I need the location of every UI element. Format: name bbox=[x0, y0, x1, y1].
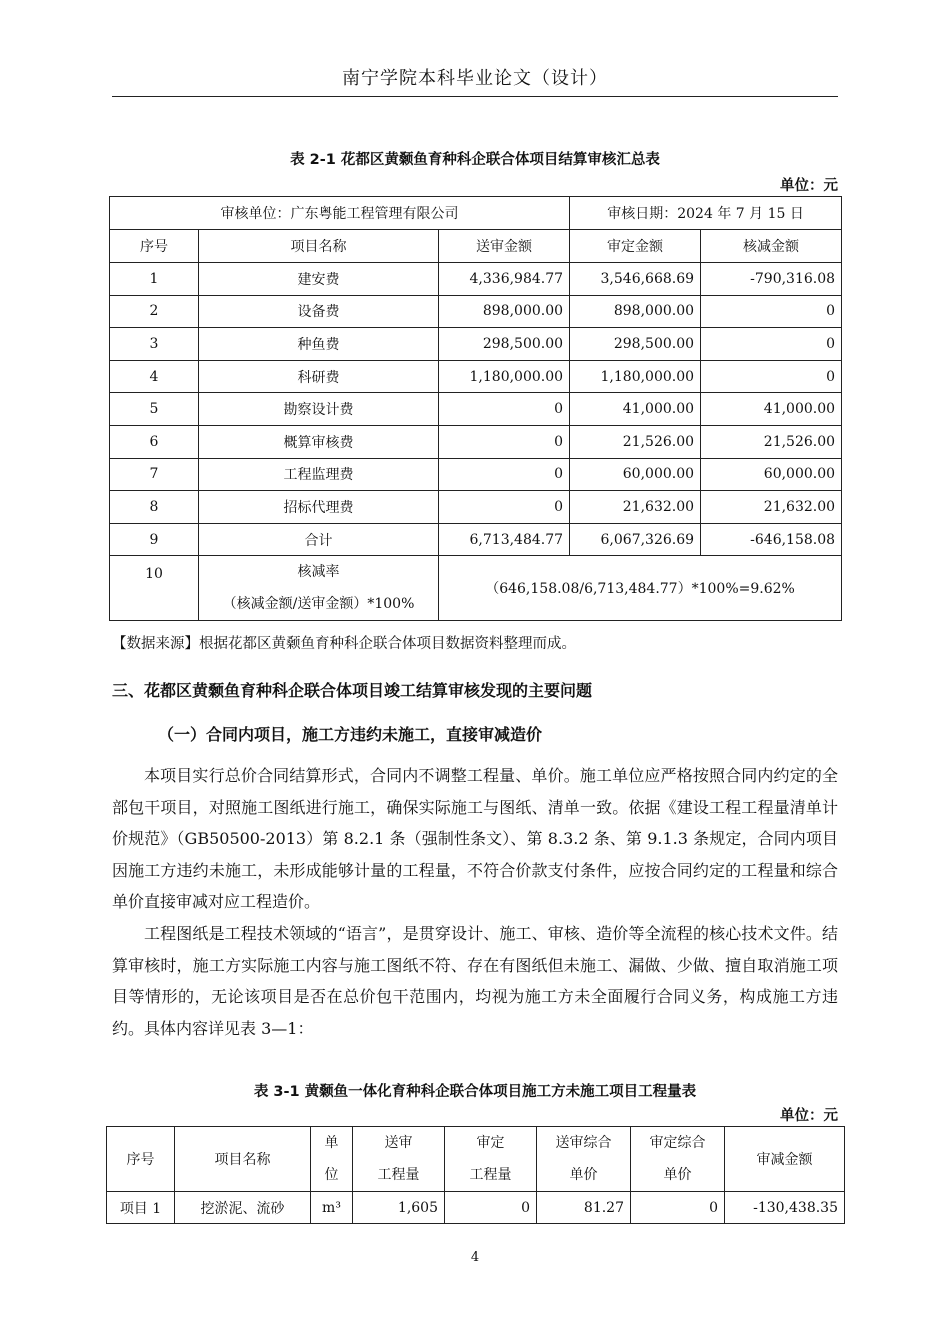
t2-header-unit-top: 单 bbox=[324, 1135, 339, 1151]
page-header: 南宁学院本科毕业论文（设计） bbox=[342, 68, 608, 89]
row-approved: 60,000.00 bbox=[570, 458, 701, 491]
row-submitted: 6,713,484.77 bbox=[439, 523, 570, 556]
t2-header-cut: 审减金额 bbox=[725, 1127, 845, 1192]
row-item-name: 合计 bbox=[199, 523, 439, 556]
row-reduction: 21,632.00 bbox=[701, 491, 842, 524]
row-reduction: 21,526.00 bbox=[701, 425, 842, 458]
t2-header-sub-price bbox=[537, 1127, 631, 1192]
paragraph-2: 工程图纸是工程技术领域的“语言”，是贯穿设计、施工、审核、造价等全流程的核心技术文件。结算审核时，施工方实际施工内容与施工图纸不符、存在有图纸但未施工、漏做、少做、擅自取消施工项目等情形的，无论该项目是否在总价包干范围内，均视为施工方未全面履行合同义务，构成施工方违约。具体内容详见表 3—1： bbox=[112, 924, 838, 1038]
header-reduction-amount: 核减金额 bbox=[701, 230, 842, 263]
t2-header-app-qty-top: 审定 bbox=[476, 1135, 505, 1151]
table-row bbox=[110, 393, 842, 426]
row-submitted: 0 bbox=[439, 458, 570, 491]
table-row bbox=[110, 523, 842, 556]
rate-row-name bbox=[199, 556, 439, 621]
row-submitted: 298,500.00 bbox=[439, 328, 570, 361]
rate-row-no: 10 bbox=[110, 556, 199, 621]
t2-header-sub-qty-top: 送审 bbox=[384, 1135, 413, 1151]
t2-header-sub-qty-bottom: 工程量 bbox=[377, 1167, 420, 1183]
row-submitted: 1,180,000.00 bbox=[439, 360, 570, 393]
row-approved: 898,000.00 bbox=[570, 295, 701, 328]
table-row bbox=[110, 458, 842, 491]
table-row bbox=[110, 425, 842, 458]
table-row bbox=[110, 328, 842, 361]
row-reduction: -790,316.08 bbox=[701, 263, 842, 296]
row-item-name: 工程监理费 bbox=[199, 458, 439, 491]
t2-header-sub-price-top: 送审综合 bbox=[555, 1135, 612, 1151]
rate-row-name-line2: （核减金额/送审金额）*100% bbox=[222, 596, 415, 613]
t2-row-no: 项目 1 bbox=[107, 1192, 175, 1224]
t2-header-unit-bottom: 位 bbox=[324, 1167, 339, 1183]
row-item-name: 建安费 bbox=[199, 263, 439, 296]
table1-caption: 表 2-1 花都区黄颡鱼育种科企联合体项目结算审核汇总表 bbox=[290, 152, 660, 168]
t2-row-cut: -130,438.35 bbox=[725, 1192, 845, 1224]
table2-unit: 单位：元 bbox=[780, 1108, 838, 1124]
t2-header-app-price bbox=[631, 1127, 725, 1192]
row-no: 7 bbox=[110, 458, 199, 491]
row-reduction: 0 bbox=[701, 328, 842, 361]
t2-header-app-qty bbox=[445, 1127, 537, 1192]
t2-header-app-price-bottom: 单价 bbox=[663, 1167, 692, 1183]
row-reduction: -646,158.08 bbox=[701, 523, 842, 556]
t2-row-app-qty: 0 bbox=[445, 1192, 537, 1224]
rate-row-value: （646,158.08/6,713,484.77）*100%=9.62% bbox=[439, 556, 842, 621]
header-no: 序号 bbox=[110, 230, 199, 263]
subsection-title: （一）合同内项目，施工方违约未施工，直接审减造价 bbox=[158, 725, 543, 744]
t2-header-sub-price-bottom: 单价 bbox=[569, 1167, 598, 1183]
page-number: 4 bbox=[470, 1250, 480, 1265]
row-approved: 3,546,668.69 bbox=[570, 263, 701, 296]
row-approved: 21,526.00 bbox=[570, 425, 701, 458]
audit-date-cell: 审核日期：2024 年 7 月 15 日 bbox=[570, 197, 842, 230]
t2-header-sub-qty bbox=[353, 1127, 445, 1192]
t2-header-app-price-top: 审定综合 bbox=[649, 1135, 706, 1151]
row-no: 3 bbox=[110, 328, 199, 361]
header-item-name: 项目名称 bbox=[199, 230, 439, 263]
row-item-name: 种鱼费 bbox=[199, 328, 439, 361]
t2-row-name: 挖淤泥、流砂 bbox=[175, 1192, 311, 1224]
unbuilt-items-table bbox=[106, 1126, 845, 1224]
row-approved: 21,632.00 bbox=[570, 491, 701, 524]
row-approved: 298,500.00 bbox=[570, 328, 701, 361]
table-row bbox=[110, 360, 842, 393]
row-approved: 6,067,326.69 bbox=[570, 523, 701, 556]
row-submitted: 0 bbox=[439, 425, 570, 458]
t2-row-sub-price: 81.27 bbox=[537, 1192, 631, 1224]
t2-header-no: 序号 bbox=[107, 1127, 175, 1192]
table1-unit: 单位：元 bbox=[780, 178, 838, 194]
header-rule bbox=[112, 96, 838, 97]
section-title: 三、花都区黄颡鱼育种科企联合体项目竣工结算审核发现的主要问题 bbox=[112, 681, 593, 700]
t2-header-unit bbox=[311, 1127, 353, 1192]
row-no: 2 bbox=[110, 295, 199, 328]
t2-row-unit: m³ bbox=[311, 1192, 353, 1224]
row-reduction: 60,000.00 bbox=[701, 458, 842, 491]
table-row bbox=[110, 263, 842, 296]
row-no: 5 bbox=[110, 393, 199, 426]
row-submitted: 898,000.00 bbox=[439, 295, 570, 328]
row-reduction: 0 bbox=[701, 360, 842, 393]
row-item-name: 设备费 bbox=[199, 295, 439, 328]
row-approved: 41,000.00 bbox=[570, 393, 701, 426]
paragraph-1: 本项目实行总价合同结算形式，合同内不调整工程量、单价。施工单位应严格按照合同内约定的全部包干项目，对照施工图纸进行施工，确保实际施工与图纸、清单一致。依据《建设工程工程量清单计价规范》（GB50500-2013）第 8.2.1 条（强制性条文）、第 8.3.2 条、第 9.1.3 条规定，合同内项目因施工方违约未施工，未形成能够计量的工程量，不符合价款支付条件，应按合同约定的工程量和综合单价直接审减对应工程造价。 bbox=[112, 766, 838, 911]
settlement-summary-table bbox=[109, 196, 842, 621]
row-item-name: 概算审核费 bbox=[199, 425, 439, 458]
t2-row-app-price: 0 bbox=[631, 1192, 725, 1224]
table2-caption: 表 3-1 黄颡鱼一体化育种科企联合体项目施工方未施工项目工程量表 bbox=[253, 1084, 697, 1100]
t2-row-sub-qty: 1,605 bbox=[353, 1192, 445, 1224]
row-item-name: 科研费 bbox=[199, 360, 439, 393]
row-no: 8 bbox=[110, 491, 199, 524]
data-source-note: 【数据来源】根据花都区黄颡鱼育种科企联合体项目数据资料整理而成。 bbox=[112, 636, 576, 652]
row-item-name: 招标代理费 bbox=[199, 491, 439, 524]
t2-header-app-qty-bottom: 工程量 bbox=[469, 1167, 512, 1183]
row-reduction: 0 bbox=[701, 295, 842, 328]
row-no: 4 bbox=[110, 360, 199, 393]
row-no: 6 bbox=[110, 425, 199, 458]
header-approved-amount: 审定金额 bbox=[570, 230, 701, 263]
row-no: 1 bbox=[110, 263, 199, 296]
row-no: 9 bbox=[110, 523, 199, 556]
row-item-name: 勘察设计费 bbox=[199, 393, 439, 426]
row-submitted: 4,336,984.77 bbox=[439, 263, 570, 296]
row-approved: 1,180,000.00 bbox=[570, 360, 701, 393]
table-row bbox=[110, 295, 842, 328]
t2-header-name: 项目名称 bbox=[175, 1127, 311, 1192]
row-submitted: 0 bbox=[439, 393, 570, 426]
header-submitted-amount: 送审金额 bbox=[439, 230, 570, 263]
audit-unit-cell: 审核单位：广东粤能工程管理有限公司 bbox=[110, 197, 570, 230]
row-submitted: 0 bbox=[439, 491, 570, 524]
table-row bbox=[110, 491, 842, 524]
rate-row-name-line1: 核减率 bbox=[297, 564, 340, 581]
row-reduction: 41,000.00 bbox=[701, 393, 842, 426]
